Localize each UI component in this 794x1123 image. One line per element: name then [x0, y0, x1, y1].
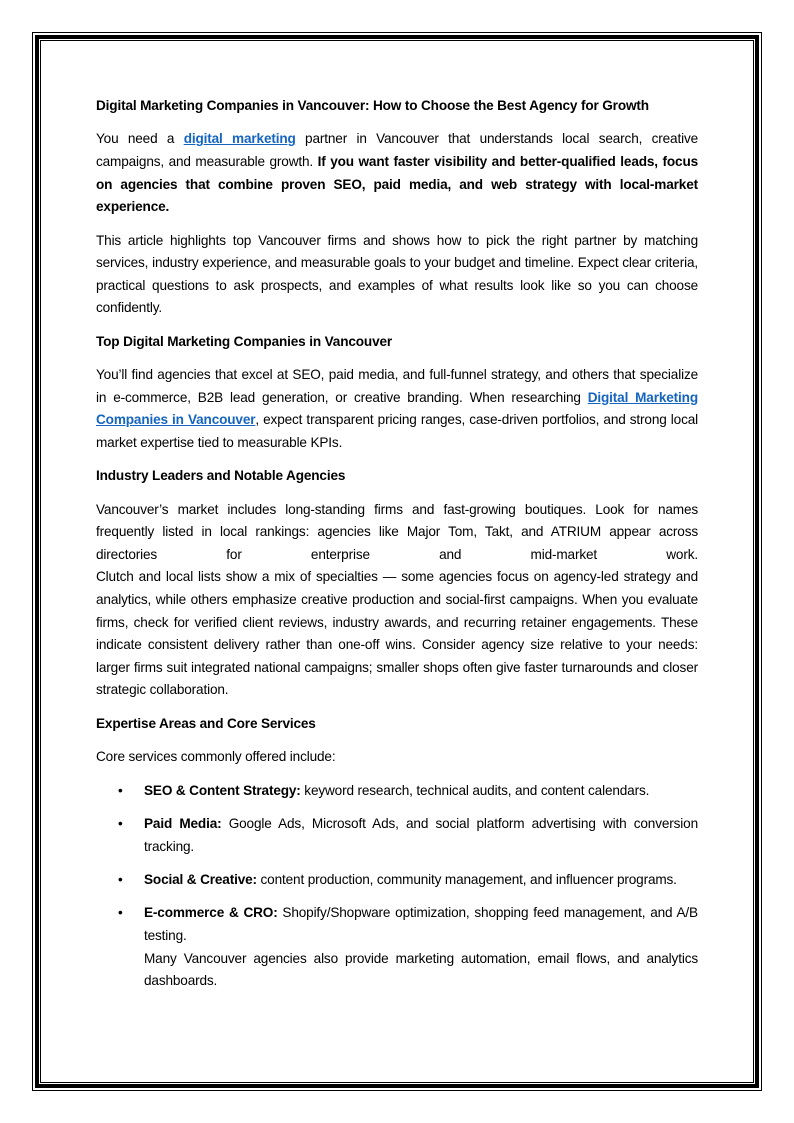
digital-marketing-companies-link[interactable]: Digital Marketing Companies in Vancouver [96, 389, 698, 428]
document-body [96, 95, 698, 1004]
list-item [96, 813, 698, 858]
heading-industry-leaders: Industry Leaders and Notable Agencies [96, 468, 346, 484]
list-item [96, 780, 698, 803]
industry-leaders-paragraph [96, 499, 698, 702]
service-text: keyword research, technical audits, and content calendars. [300, 782, 650, 798]
heading-top-companies: Top Digital Marketing Companies in Vancouver [96, 333, 393, 349]
service-line [144, 902, 698, 947]
services-intro: Core services commonly offered include: [96, 749, 336, 765]
list-item [96, 902, 698, 992]
service-label: E-commerce & CRO: [144, 905, 278, 921]
paragraph-text-2: Clutch and local lists show a mix of specialties — some agencies focus on agency-led strategy and analytics, while others emphasize creative production and social-first campaigns. When you evaluate firms, check for verified client reviews, industry awards, and recurring retainer engagements. These indicate consistent delivery rather than one-off wins. Consider agency size relative to your needs: larger firms suit integrated national campaigns; smaller shops often give faster turnarounds and closer strategic collaboration. [96, 569, 698, 698]
service-extra-text: Many Vancouver agencies also provide marketing automation, email flows, and analytics dashboards. [144, 950, 698, 989]
paragraph-text: You’ll find agencies that excel at SEO, paid media, and full-funnel strategy, and others that specialize in e-commerce, B2B lead generation, or creative branding. When researching [96, 367, 698, 405]
top-companies-paragraph [96, 364, 698, 454]
document-title: Digital Marketing Companies in Vancouver: How to Choose the Best Agency for Growth [96, 98, 649, 113]
overview-paragraph: This article highlights top Vancouver firms and shows how to pick the right partner by matching services, industry experience, and measurable goals to your budget and timeline. Expect clear criteria, practical questions to ask prospects, and examples of what results look like so you can choose confidently. [96, 232, 698, 316]
intro-text: You need a [96, 131, 184, 147]
service-label: Paid Media: [144, 816, 222, 831]
bullet-icon: • [118, 905, 123, 921]
list-item [96, 869, 698, 892]
service-text: Shopify/Shopware optimization, shopping feed management, and A/B testing. [144, 905, 698, 943]
paragraph-text-2: , expect transparent pricing ranges, case-driven portfolios, and strong local market expertise tied to measurable KPIs. [96, 412, 698, 450]
paragraph-text: Vancouver’s market includes long-standing firms and fast-growing boutiques. Look for names frequently listed in local rankings: agencies like Major Tom, Takt, and ATRIUM appear across directories for enterprise and mid-market work. [96, 501, 698, 562]
bullet-icon: • [118, 871, 123, 887]
service-text: Google Ads, Microsoft Ads, and social platform advertising with conversion tracking. [144, 816, 698, 854]
services-list [96, 780, 698, 993]
heading-expertise: Expertise Areas and Core Services [96, 715, 316, 731]
bullet-icon: • [118, 816, 123, 831]
service-label: SEO & Content Strategy: [144, 782, 301, 798]
digital-marketing-link[interactable]: digital marketing [183, 131, 296, 147]
intro-bold-text: If you want faster visibility and better-qualified leads, focus on agencies that combine proven SEO, paid media, and web strategy with local-market experience. [96, 153, 699, 215]
bullet-icon: • [118, 782, 123, 798]
intro-text-2: partner in Vancouver that understands local search, creative campaigns, and measurable growth. [96, 131, 699, 169]
service-text: content production, community management, and influencer programs. [256, 871, 677, 887]
intro-paragraph [96, 128, 698, 218]
service-label: Social & Creative: [144, 871, 257, 887]
